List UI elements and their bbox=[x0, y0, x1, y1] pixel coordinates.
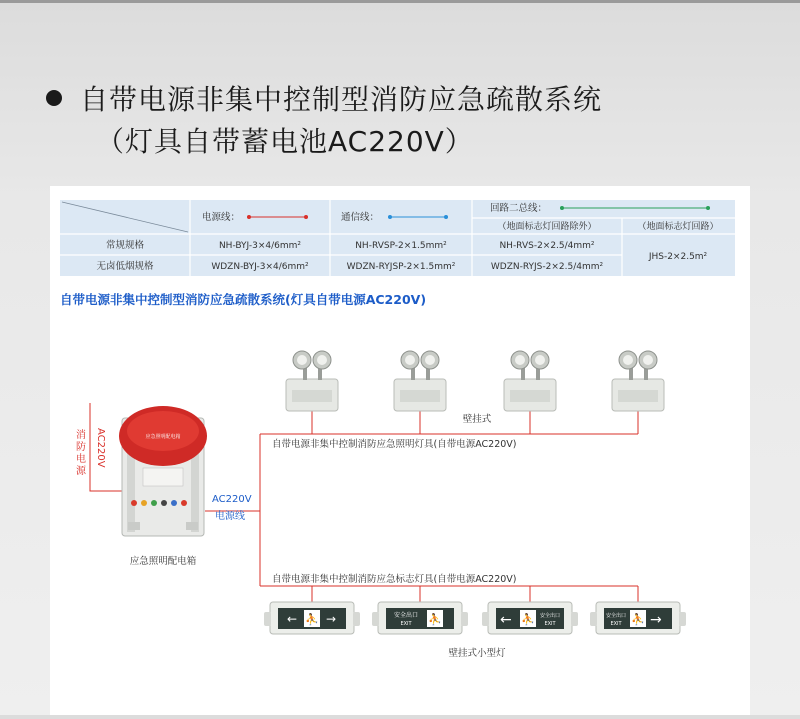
exit-sign-left-arrow bbox=[482, 602, 578, 634]
cell-bus: NH-RVS-2×2.5/4mm² bbox=[499, 241, 595, 251]
emergency-light bbox=[504, 351, 556, 411]
emergency-light bbox=[394, 351, 446, 411]
page-subtitle: （灯具自带蓄电池AC220V） bbox=[96, 125, 474, 158]
bus-sub-header-1: （地面标志灯回路除外） bbox=[497, 222, 597, 232]
bus-line-header: 回路二总线： bbox=[490, 203, 548, 214]
page-title: 自带电源非集中控制型消防应急疏散系统 bbox=[80, 83, 603, 116]
cell-power: WDZN-BYJ-3×4/6mm² bbox=[211, 262, 309, 272]
lighting-fixtures-label: 自带电源非集中控制消防应急照明灯具(自带电源AC220V) bbox=[272, 439, 517, 450]
diagram-title: 自带电源非集中控制型消防应急疏散系统(灯具自带电源AC220V) bbox=[60, 292, 427, 307]
exit-text: 安全出口 bbox=[539, 613, 561, 619]
exit-text: 安全出口 bbox=[393, 612, 419, 619]
distribution-box-label: 应急照明配电箱 bbox=[129, 556, 197, 567]
arrow-right-icon: → bbox=[650, 612, 662, 628]
exit-en-text: EXIT bbox=[544, 621, 556, 627]
comm-line-header: 通信线： bbox=[341, 212, 380, 223]
fire-power-label: 消防电源 bbox=[76, 430, 86, 477]
bus-sub-header-2: （地面标志灯回路） bbox=[637, 222, 719, 232]
exit-text: 安全出口 bbox=[605, 613, 627, 619]
cell-comm: NH-RVSP-2×1.5mm² bbox=[355, 241, 447, 251]
distribution-box bbox=[119, 406, 207, 536]
wall-mount-label: 壁挂式 bbox=[462, 414, 492, 425]
power-line-label: 电源线 bbox=[215, 511, 245, 522]
exit-sign-right-arrow bbox=[590, 602, 686, 634]
exit-en-text: EXIT bbox=[610, 621, 622, 627]
exit-sign-left-arrow bbox=[264, 602, 360, 634]
running-man-icon: ⛹ bbox=[521, 613, 535, 626]
bullet-icon bbox=[46, 90, 62, 106]
cell-comm: WDZN-RYJSP-2×1.5mm² bbox=[346, 262, 456, 272]
box-panel-text: 应急照明配电箱 bbox=[145, 434, 181, 440]
arrow-left-icon: ← bbox=[287, 612, 298, 626]
running-man-icon: ⛹ bbox=[631, 613, 645, 626]
cell-bus-ground: JHS-2×2.5m² bbox=[648, 252, 708, 262]
cell-bus: WDZN-RYJS-2×2.5/4mm² bbox=[490, 262, 604, 272]
running-man-icon: ⛹ bbox=[305, 613, 319, 626]
system-diagram bbox=[50, 186, 750, 715]
emergency-light bbox=[286, 351, 338, 411]
cable-spec-table bbox=[60, 200, 735, 276]
small-wall-light-label: 壁挂式小型灯 bbox=[448, 648, 506, 659]
content-panel bbox=[50, 186, 750, 715]
exit-sign bbox=[372, 602, 468, 634]
row-label: 无卤低烟规格 bbox=[96, 261, 154, 272]
running-man-icon: ⛹ bbox=[428, 613, 442, 626]
arrow-right-icon: → bbox=[326, 612, 337, 626]
emergency-light bbox=[612, 351, 664, 411]
fire-power-voltage: AC220V bbox=[95, 428, 106, 468]
arrow-left-icon: ← bbox=[500, 612, 512, 628]
sign-fixtures-label: 自带电源非集中控制消防应急标志灯具(自带电源AC220V) bbox=[272, 574, 517, 585]
power-line-header: 电源线： bbox=[202, 212, 241, 223]
top-border bbox=[0, 0, 800, 3]
ac-voltage-label: AC220V bbox=[212, 494, 252, 505]
cell-power: NH-BYJ-3×4/6mm² bbox=[218, 241, 302, 251]
row-label: 常规规格 bbox=[105, 240, 145, 251]
exit-en-text: EXIT bbox=[400, 621, 412, 627]
